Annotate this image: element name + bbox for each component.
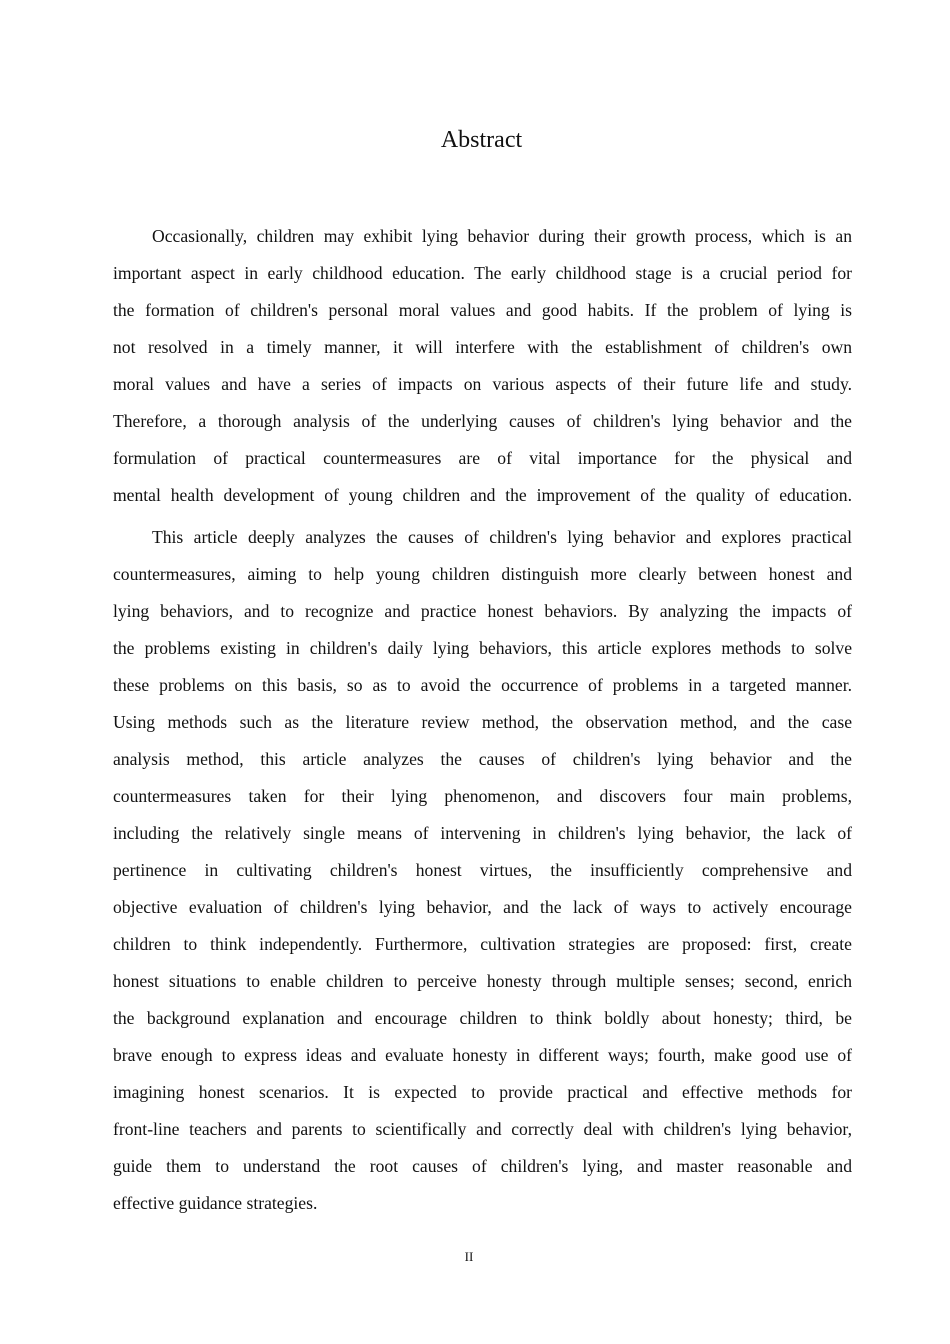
- text-line: lying behaviors, and to recognize and practice honest behaviors. By analyzing the impacts of: [113, 601, 852, 621]
- text-line: important aspect in early childhood education. The early childhood stage is a crucial period for: [113, 263, 852, 283]
- text-line: Using methods such as the literature review method, the observation method, and the case: [113, 712, 852, 732]
- text-line: Occasionally, children may exhibit lying behavior during their growth process, which is an: [152, 226, 852, 246]
- text-line: formulation of practical countermeasures are of vital importance for the physical and: [113, 448, 852, 468]
- text-line: countermeasures, aiming to help young children distinguish more clearly between honest and: [113, 564, 852, 584]
- text-line: pertinence in cultivating children's honest virtues, the insufficiently comprehensive and: [113, 860, 852, 880]
- text-line: the formation of children's personal moral values and good habits. If the problem of lying is: [113, 300, 852, 320]
- text-line: Therefore, a thorough analysis of the underlying causes of children's lying behavior and the: [113, 411, 852, 431]
- text-line: front-line teachers and parents to scientifically and correctly deal with children's lying behavior,: [113, 1119, 852, 1139]
- abstract-body: [113, 218, 852, 1227]
- text-line: including the relatively single means of intervening in children's lying behavior, the lack of: [113, 823, 852, 843]
- text-line: not resolved in a timely manner, it will interfere with the establishment of children's own: [113, 337, 852, 357]
- text-line: guide them to understand the root causes of children's lying, and master reasonable and: [113, 1156, 852, 1176]
- text-line: the problems existing in children's daily lying behaviors, this article explores methods to solve: [113, 638, 852, 658]
- text-line: analysis method, this article analyzes the causes of children's lying behavior and the: [113, 749, 852, 769]
- text-line: honest situations to enable children to perceive honesty through multiple senses; second, enrich: [113, 971, 852, 991]
- text-line: This article deeply analyzes the causes of children's lying behavior and explores practical: [152, 527, 852, 547]
- text-line: children to think independently. Furthermore, cultivation strategies are proposed: first, create: [113, 934, 852, 954]
- text-line: mental health development of young children and the improvement of the quality of education.: [113, 485, 852, 505]
- text-line: countermeasures taken for their lying phenomenon, and discovers four main problems,: [113, 786, 852, 806]
- text-line: these problems on this basis, so as to avoid the occurrence of problems in a targeted manner.: [113, 675, 852, 695]
- text-line: imagining honest scenarios. It is expected to provide practical and effective methods for: [113, 1082, 852, 1102]
- text-line: moral values and have a series of impacts on various aspects of their future life and study.: [113, 374, 852, 394]
- paragraph: [113, 218, 852, 514]
- paragraph: [113, 519, 852, 1222]
- page-title: Abstract: [440, 127, 523, 153]
- text-line: effective guidance strategies.: [113, 1193, 318, 1213]
- page-number: II: [464, 1249, 474, 1264]
- text-line: the background explanation and encourage children to think boldly about honesty; third, be: [113, 1008, 852, 1028]
- text-line: objective evaluation of children's lying behavior, and the lack of ways to actively encourage: [113, 897, 852, 917]
- text-line: brave enough to express ideas and evaluate honesty in different ways; fourth, make good use of: [113, 1045, 852, 1065]
